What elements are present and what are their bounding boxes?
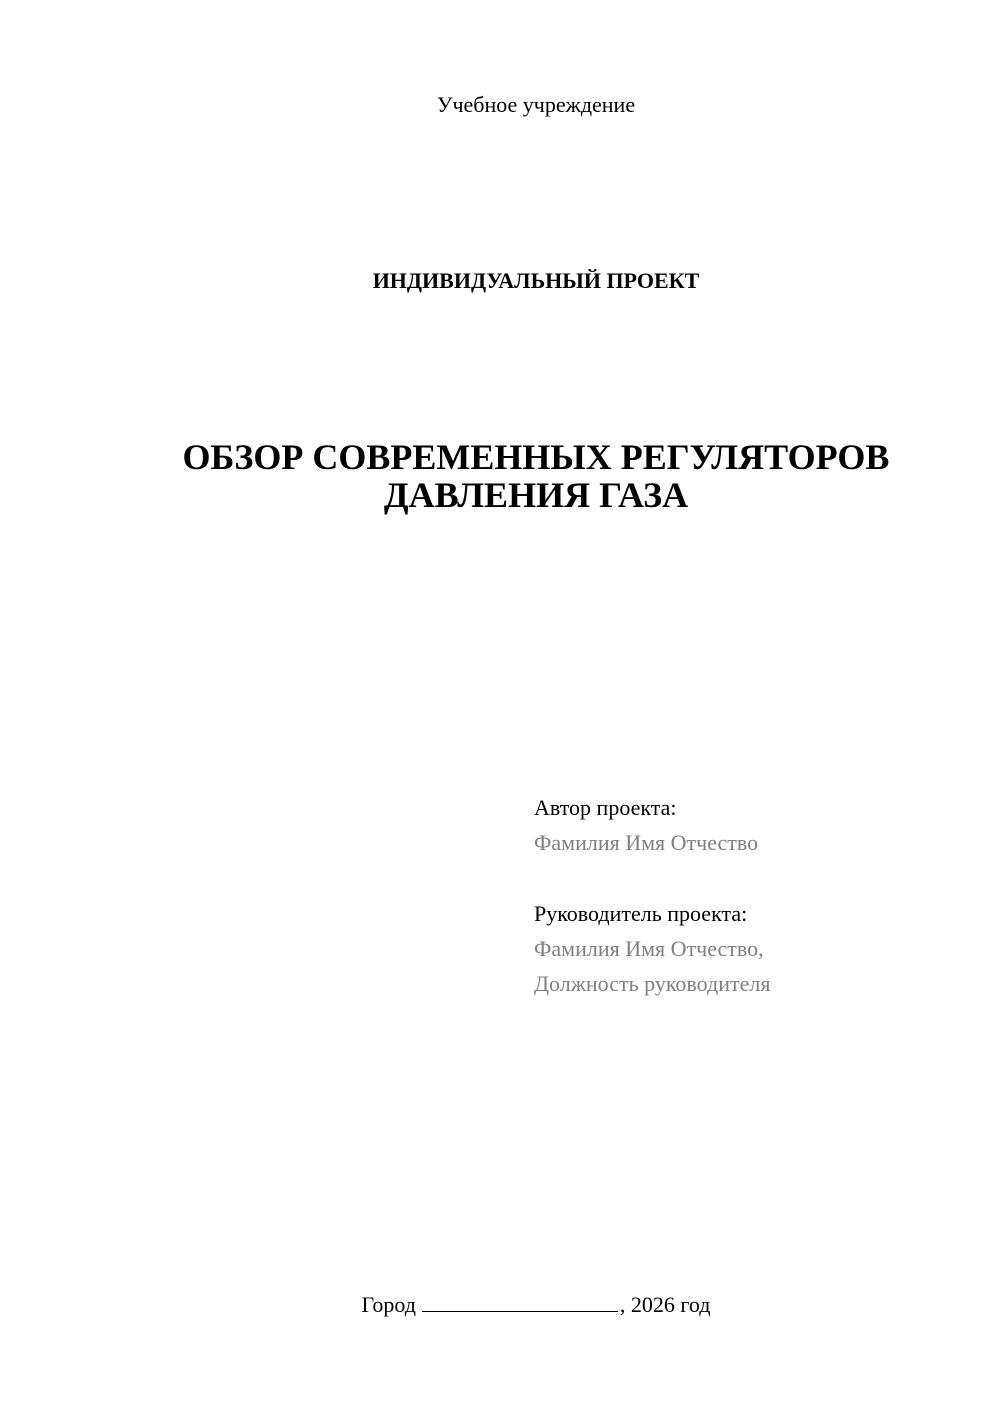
footer-city-year: [0, 1292, 1000, 1318]
supervisor-label: Руководитель проекта:: [534, 901, 748, 926]
info-spacer: [534, 860, 974, 896]
project-title: [0, 438, 1000, 514]
project-title-line-1: ОБЗОР СОВРЕМЕННЫХ РЕГУЛЯТОРОВ: [182, 437, 890, 477]
year-text: , 2026 год: [619, 1292, 711, 1317]
project-info-block: [534, 790, 974, 1001]
city-blank-line: [422, 1293, 618, 1312]
project-type-heading: ИНДИВИДУАЛЬНЫЙ ПРОЕКТ: [372, 268, 700, 293]
supervisor-name: Фамилия Имя Отчество,: [534, 936, 764, 961]
author-label: Автор проекта:: [534, 795, 677, 820]
city-label: Город: [361, 1292, 416, 1317]
institution-name: Учебное учреждение: [436, 92, 636, 117]
supervisor-position: Должность руководителя: [534, 971, 771, 996]
project-title-line-2: ДАВЛЕНИЯ ГАЗА: [383, 475, 689, 515]
author-name: Фамилия Имя Отчество: [534, 830, 759, 855]
